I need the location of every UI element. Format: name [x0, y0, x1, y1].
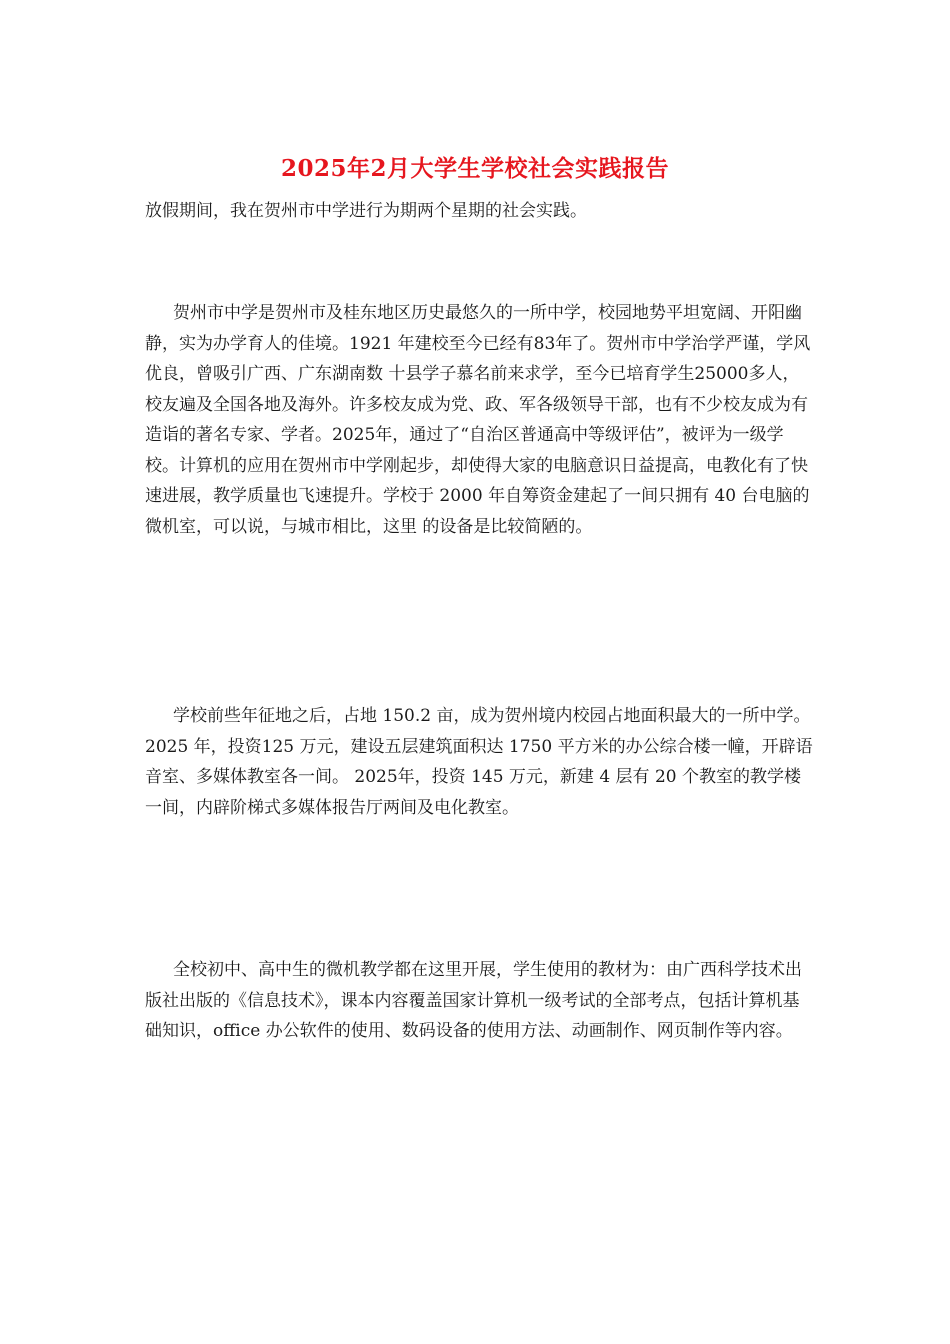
paragraph-school-history: 贺州市中学是贺州市及桂东地区历史最悠久的一所中学，校园地势平坦宽阔、开阳幽静，实为办学育人的佳境。1921 年建校至今已经有83年了。贺州市中学治学严谨，学风优良，曾吸引广西、广东湖南数 十县学子慕名前来求学，至今已培育学生25000多人，校友遍及全国各地及海外。许多校友成为党、政、军各级领导干部，也有不少校友成为有造诣的著名专家、学者。2025年，通过了“自治区普通高中等级评估”，被评为一级学校。计算机的应用在贺州市中学刚起步，却使得大家的电脑意识日益提高，电教化有了快速进展，教学质量也飞速提升。学校于 2000 年自筹资金建起了一间只拥有 40 台电脑的微机室，可以说，与城市相比，这里 的设备是比较简陋的。 — [145, 303, 811, 537]
intro-paragraph: 放假期间，我在贺州市中学进行为期两个星期的社会实践。 — [145, 201, 587, 221]
paragraph-computer-teaching: 全校初中、高中生的微机教学都在这里开展，学生使用的教材为：由广西科学技术出版社出版的《信息技术》，课本内容覆盖国家计算机一级考试的全部考点，包括计算机基础知识，office 办公软件的使用、数码设备的使用方法、动画制作、网页制作等内容。 — [145, 960, 802, 1041]
page-title: 2025年2月大学生学校社会实践报告 — [280, 155, 670, 182]
paragraph-campus-construction: 学校前些年征地之后，占地 150.2 亩，成为贺州境内校园占地面积最大的一所中学。 2025 年，投资125 万元，建设五层建筑面积达 1750 平方米的办公综合楼一幢，开辟语音室、多媒体教室各一间。 2025年，投资 145 万元，新建 4 层有 20 个教室的教学楼一间，内辟阶梯式多媒体报告厅两间及电化教室。 — [145, 706, 813, 818]
